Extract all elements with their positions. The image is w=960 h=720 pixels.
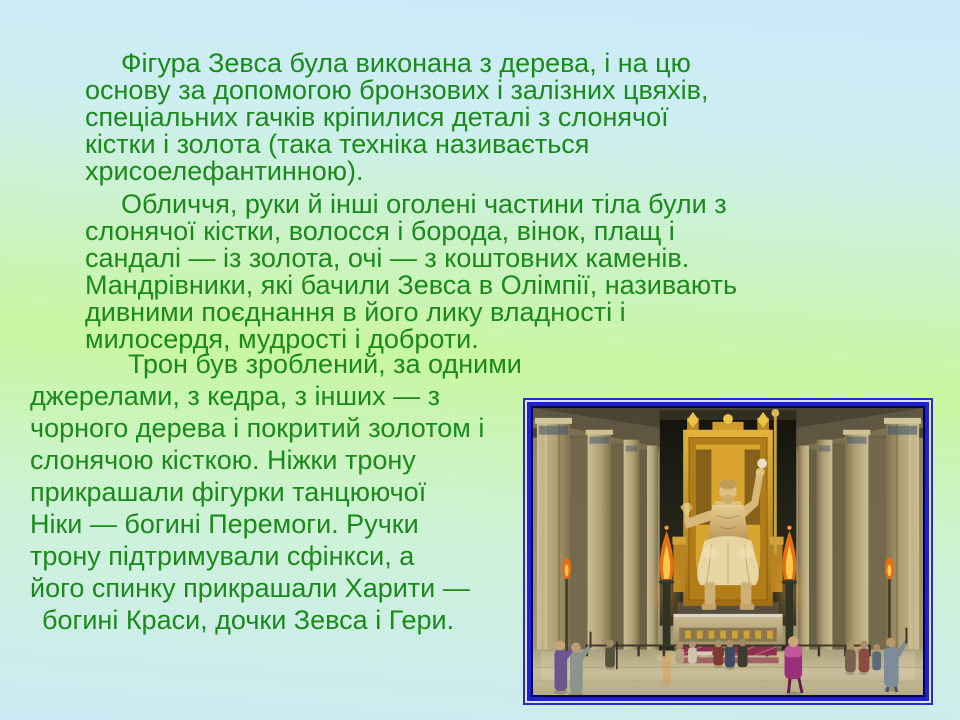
colonnade-left <box>533 408 660 673</box>
text-line: джерелами, з кедра, з інших — з <box>30 381 441 411</box>
temple-interior <box>533 408 923 695</box>
text-line: Ніки — богині Перемоги. Ручки <box>30 509 419 539</box>
text-line: милосердя, мудрості і доброти. <box>85 324 479 354</box>
text-line: спеціальних гачків кріпилися деталі з слонячої <box>85 102 669 132</box>
text-line: слонячої кістки, волосся і борода, вінок, плащ і <box>85 216 675 246</box>
text-line: Обличчя, руки й інші оголені частини тіла були з <box>121 189 727 219</box>
text-line: слонячою кісткою. Ніжки трону <box>30 445 416 475</box>
colonnade-right <box>796 408 923 673</box>
text-line: дивними поєднання в його лику владності і <box>85 297 626 327</box>
paragraph-statue-materials <box>85 191 765 353</box>
zeus-statue-painting <box>533 408 923 695</box>
text-line: чорного дерева і покритий золотом і <box>30 413 485 443</box>
paragraph-statue-construction <box>85 50 750 185</box>
text-line: трону підтримували сфінкси, а <box>30 541 415 571</box>
text-line: основу за допомогою бронзових і залізних цвяхів, <box>85 75 709 105</box>
text-line: кістки і золота (така техніка називається <box>85 129 590 159</box>
text-line: сандалі — із золота, очі — з коштовних каменів. <box>85 243 690 273</box>
text-line: Фігура Зевса була виконана з дерева, і на цю <box>121 48 691 78</box>
paragraph-throne-description <box>30 348 530 636</box>
text-line: Мандрівники, які бачили Зевса в Олімпії, називають <box>85 270 738 300</box>
image-frame-inner-border <box>531 406 925 697</box>
text-line: хрисоелефантинною). <box>85 156 364 186</box>
text-line: богині Краси, дочки Зевса і Гери. <box>42 605 455 635</box>
zeus-statue-image-frame <box>523 398 933 705</box>
text-line: прикрашали фігурки танцюючої <box>30 477 427 507</box>
text-line: Трон був зроблений, за одними <box>128 349 522 379</box>
image-frame-mid-border <box>527 402 929 701</box>
text-line: його спинку прикрашали Харити — <box>30 573 470 603</box>
